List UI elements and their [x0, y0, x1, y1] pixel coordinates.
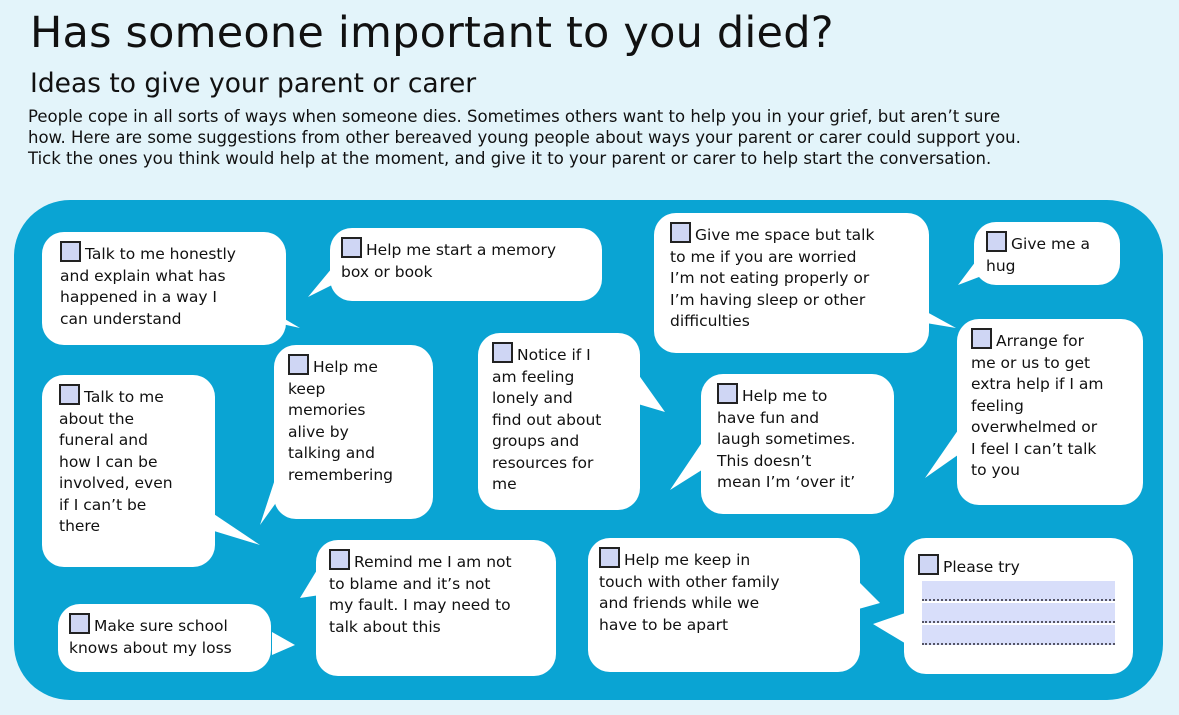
idea-memory-box: [330, 228, 602, 301]
idea-keep-in-touch: [588, 538, 860, 672]
intro-line: Tick the ones you think would help at the moment, and give it to your parent or carer to help start the conversation.: [28, 149, 992, 168]
idea-text: Help me start a memory box or book: [341, 241, 557, 281]
write-in-line[interactable]: [922, 581, 1115, 601]
idea-text: Talk to me honestly and explain what has happened in a way I can understand: [60, 245, 236, 328]
page-title: Has someone important to you died?: [30, 8, 834, 58]
checkbox[interactable]: [69, 613, 90, 634]
idea-text: Please try: [943, 558, 1020, 576]
bubble-tail: [272, 632, 295, 655]
idea-text: Arrange for me or us to get extra help if I am feeling overwhelmed or I feel I can’t talk to you: [971, 332, 1104, 479]
checkbox[interactable]: [670, 222, 691, 243]
idea-keep-memories: [274, 345, 433, 519]
checkbox[interactable]: [341, 237, 362, 258]
page-subtitle: Ideas to give your parent or carer: [30, 68, 477, 99]
checkbox[interactable]: [599, 547, 620, 568]
write-in-line[interactable]: [922, 603, 1115, 623]
checkbox[interactable]: [59, 384, 80, 405]
idea-notice-lonely: [478, 333, 640, 510]
checkbox[interactable]: [288, 354, 309, 375]
idea-funeral: [42, 375, 215, 567]
checkbox[interactable]: [986, 231, 1007, 252]
bubble-tail: [873, 612, 908, 645]
idea-give-space: [654, 213, 929, 353]
checkbox[interactable]: [329, 549, 350, 570]
checkbox[interactable]: [717, 383, 738, 404]
idea-hug: [974, 222, 1120, 285]
intro-line: People cope in all sorts of ways when someone dies. Sometimes others want to help you in your grief, but aren’t sure: [28, 107, 1001, 126]
idea-extra-help: [957, 319, 1143, 505]
checkbox[interactable]: [971, 328, 992, 349]
bubble-tail: [670, 438, 705, 490]
idea-text: Give me space but talk to me if you are worried I’m not eating properly or I’m having sleep or other difficulties: [670, 226, 875, 330]
checkbox[interactable]: [60, 241, 81, 262]
idea-text: Remind me I am not to blame and it’s not my fault. I may need to talk about this: [329, 553, 512, 636]
idea-text: Notice if I am feeling lonely and find out about groups and resources for me: [492, 346, 602, 493]
idea-text: Talk to me about the funeral and how I can be involved, even if I can’t be there: [59, 388, 173, 535]
idea-school: [58, 604, 271, 672]
checkbox[interactable]: [492, 342, 513, 363]
idea-not-to-blame: [316, 540, 556, 676]
idea-please-try: [904, 538, 1133, 674]
idea-text: Give me a hug: [986, 235, 1091, 275]
bubble-tail: [638, 374, 665, 412]
intro-line: how. Here are some suggestions from other bereaved young people about ways your parent or carer could support you.: [28, 128, 1021, 147]
idea-have-fun: [701, 374, 894, 514]
idea-text: Make sure school knows about my loss: [69, 617, 232, 657]
write-in-line[interactable]: [922, 625, 1115, 645]
checkbox[interactable]: [918, 554, 939, 575]
idea-talk-honestly: [42, 232, 286, 345]
idea-text: Help me keep memories alive by talking and remembering: [288, 358, 394, 484]
idea-text: Help me keep in touch with other family and friends while we have to be apart: [599, 551, 780, 634]
idea-text: Help me to have fun and laugh sometimes. This doesn’t mean I’m ‘over it’: [717, 387, 856, 491]
